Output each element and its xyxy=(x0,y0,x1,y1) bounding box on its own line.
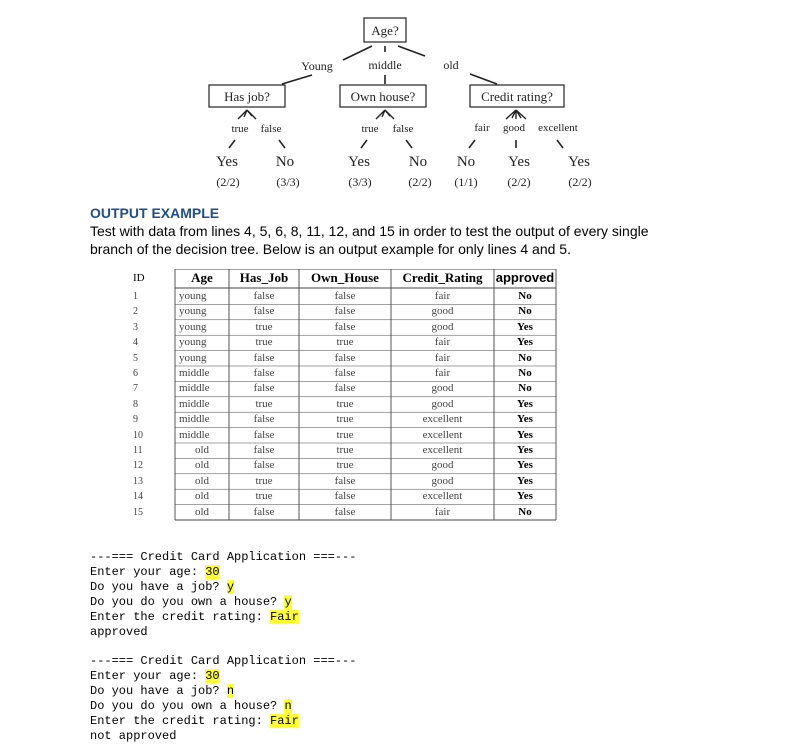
edge-to-job xyxy=(282,75,312,84)
cell-has-job: false xyxy=(253,305,275,318)
cell-has-job: true xyxy=(255,397,273,410)
leaf-label: No xyxy=(456,154,476,170)
cell-has-job: true xyxy=(255,490,273,503)
cell-own-house: false xyxy=(334,505,356,518)
header-credit-rating: Credit_Rating xyxy=(402,270,483,285)
leaf-label: Yes xyxy=(508,154,530,170)
credit-prompt: Enter the credit rating: xyxy=(90,714,271,728)
age-prompt: Enter your age: xyxy=(90,669,206,683)
age-input: 30 xyxy=(205,565,220,579)
cell-credit-rating: good xyxy=(431,459,454,472)
cell-age: middle xyxy=(179,367,210,379)
edge-old-top xyxy=(398,46,425,56)
cell-approved: No xyxy=(518,505,532,518)
leaf-pointer xyxy=(229,140,235,148)
section-heading: OUTPUT EXAMPLE xyxy=(90,205,220,221)
cell-has-job: false xyxy=(253,413,275,426)
cell-own-house: true xyxy=(336,428,354,441)
age-prompt: Enter your age: xyxy=(90,565,206,579)
section-description: Test with data from lines 4, 5, 6, 8, 11, 12, and 15 in order to test the output of every single branch of the decision tree. Below is an output example for only lines 4 and 5. xyxy=(90,223,649,257)
console-output-1 xyxy=(90,550,356,640)
job-split-arrow xyxy=(238,110,256,119)
cell-own-house: true xyxy=(336,413,354,426)
cell-credit-rating: excellent xyxy=(422,428,463,441)
cell-credit-rating: good xyxy=(431,474,454,487)
cell-approved: Yes xyxy=(517,490,533,503)
cell-credit-rating: excellent xyxy=(422,413,463,426)
leaf-count: (2/2) xyxy=(216,175,240,189)
cell-has-job: false xyxy=(253,367,275,379)
age-input: 30 xyxy=(205,669,220,683)
cell-age: old xyxy=(194,459,210,472)
house-split-arrow xyxy=(376,110,394,119)
job-prompt: Do you have a job? xyxy=(90,580,227,594)
credit-excellent-label: excellent xyxy=(538,122,578,134)
cell-has-job: false xyxy=(253,444,275,456)
node-job-label: Has job? xyxy=(224,89,270,104)
leaf-count: (2/2) xyxy=(568,175,592,189)
node-credit-label: Credit rating? xyxy=(481,89,553,104)
cell-credit-rating: fair xyxy=(434,367,451,379)
cell-credit-rating: good xyxy=(431,320,454,333)
cell-credit-rating: fair xyxy=(434,505,451,518)
cell-credit-rating: fair xyxy=(434,336,451,349)
header-age: Age xyxy=(191,270,213,285)
edge-to-credit xyxy=(470,74,497,84)
branch-middle: middle xyxy=(368,58,402,72)
branch-old: old xyxy=(443,58,459,72)
credit-split-arrow xyxy=(506,110,526,119)
header-has-job: Has_Job xyxy=(239,270,289,285)
cell-approved: Yes xyxy=(517,413,533,426)
cell-credit-rating: excellent xyxy=(422,490,463,503)
job-input: y xyxy=(226,580,235,594)
job-prompt: Do you have a job? xyxy=(90,684,227,698)
cell-has-job: false xyxy=(253,459,275,472)
cell-credit-rating: fair xyxy=(434,290,451,302)
cell-id: 5 xyxy=(133,352,138,364)
leaf-count: (1/1) xyxy=(454,175,478,189)
header-own-house: Own_House xyxy=(311,270,379,285)
leaf-label: Yes xyxy=(568,154,590,170)
header-approved: approved xyxy=(495,270,555,285)
credit-input: Fair xyxy=(270,610,299,624)
cell-own-house: false xyxy=(334,474,356,487)
cell-age: middle xyxy=(179,397,210,410)
leaf-pointer xyxy=(557,140,563,148)
cell-age: old xyxy=(194,474,210,487)
leaf-label: No xyxy=(408,154,428,170)
node-house-label: Own house? xyxy=(350,89,416,104)
cell-id: 7 xyxy=(133,383,138,395)
credit-prompt: Enter the credit rating: xyxy=(90,610,271,624)
cell-own-house: true xyxy=(336,397,354,410)
house-input: y xyxy=(284,595,292,609)
cell-approved: No xyxy=(518,305,532,318)
cell-approved: Yes xyxy=(517,336,533,349)
cell-has-job: false xyxy=(253,382,275,395)
leaf-count: (3/3) xyxy=(348,175,372,189)
cell-age: old xyxy=(194,490,210,503)
cell-own-house: false xyxy=(334,351,356,364)
job-true-label: true xyxy=(231,123,249,135)
cell-has-job: true xyxy=(255,336,273,349)
cell-id: 1 xyxy=(133,291,138,302)
cell-has-job: false xyxy=(253,505,275,518)
cell-own-house: false xyxy=(334,367,356,379)
leaf-pointer xyxy=(361,140,367,148)
result-text: approved xyxy=(90,625,148,639)
leaf-count: (2/2) xyxy=(507,175,531,189)
cell-id: 8 xyxy=(133,398,138,410)
cell-age: young xyxy=(179,290,207,302)
cell-approved: No xyxy=(518,351,532,364)
result-text: not approved xyxy=(90,729,177,743)
leaf-label: Yes xyxy=(348,154,370,170)
console-title: ---=== Credit Card Application ===--- xyxy=(90,550,357,564)
house-prompt: Do you do you own a house? xyxy=(90,699,285,713)
leaf-pointer xyxy=(469,140,475,148)
cell-id: 3 xyxy=(133,321,138,333)
header-id: ID xyxy=(133,272,145,284)
cell-approved: No xyxy=(518,290,532,302)
cell-credit-rating: good xyxy=(431,382,454,395)
cell-id: 13 xyxy=(133,475,143,487)
cell-has-job: false xyxy=(253,351,275,364)
house-true-label: true xyxy=(361,123,379,135)
cell-has-job: false xyxy=(253,290,275,302)
cell-approved: Yes xyxy=(517,474,533,487)
cell-id: 2 xyxy=(133,306,138,318)
cell-approved: No xyxy=(518,367,532,379)
cell-id: 14 xyxy=(133,491,143,503)
cell-approved: Yes xyxy=(517,428,533,441)
cell-approved: Yes xyxy=(517,397,533,410)
cell-id: 4 xyxy=(133,337,138,349)
root-node-label: Age? xyxy=(371,23,399,38)
cell-approved: Yes xyxy=(517,444,533,456)
credit-input: Fair xyxy=(270,714,299,728)
leaf-label: No xyxy=(275,154,295,170)
job-false-label: false xyxy=(260,123,282,135)
job-input: n xyxy=(226,684,235,698)
cell-credit-rating: good xyxy=(431,397,454,410)
cell-age: middle xyxy=(179,382,210,395)
cell-own-house: false xyxy=(334,320,356,333)
cell-id: 15 xyxy=(133,506,143,518)
leaf-label: Yes xyxy=(216,154,238,170)
leaf-count: (3/3) xyxy=(276,175,300,189)
cell-age: young xyxy=(179,336,207,349)
cell-own-house: true xyxy=(336,336,354,349)
leaf-pointer xyxy=(279,140,285,148)
cell-id: 11 xyxy=(133,445,143,456)
house-false-label: false xyxy=(392,123,414,135)
house-prompt: Do you do you own a house? xyxy=(90,595,285,609)
cell-has-job: false xyxy=(253,428,275,441)
house-input: n xyxy=(284,699,292,713)
cell-credit-rating: fair xyxy=(434,351,451,364)
cell-has-job: true xyxy=(255,474,273,487)
cell-id: 10 xyxy=(133,429,143,441)
cell-id: 6 xyxy=(133,368,138,379)
cell-own-house: true xyxy=(336,459,354,472)
cell-own-house: false xyxy=(334,382,356,395)
cell-age: young xyxy=(179,351,207,364)
console-output-2 xyxy=(90,654,356,744)
cell-age: middle xyxy=(179,428,210,441)
cell-approved: Yes xyxy=(517,459,533,472)
credit-good-label: good xyxy=(503,122,525,134)
cell-age: middle xyxy=(179,413,210,426)
leaf-pointer xyxy=(406,140,412,148)
cell-age: old xyxy=(194,444,210,456)
cell-own-house: false xyxy=(334,290,356,302)
branch-young: Young xyxy=(301,59,333,73)
cell-own-house: false xyxy=(334,305,356,318)
cell-credit-rating: excellent xyxy=(422,444,463,456)
cell-approved: No xyxy=(518,382,532,395)
cell-own-house: false xyxy=(334,490,356,503)
credit-fair-label: fair xyxy=(474,122,490,134)
cell-id: 12 xyxy=(133,460,143,472)
cell-credit-rating: good xyxy=(431,305,454,318)
cell-age: young xyxy=(179,320,207,333)
cell-approved: Yes xyxy=(517,320,533,333)
cell-id: 9 xyxy=(133,414,138,426)
cell-age: young xyxy=(179,305,207,318)
console-title: ---=== Credit Card Application ===--- xyxy=(90,654,357,668)
decision-tree xyxy=(0,0,785,200)
cell-has-job: true xyxy=(255,320,273,333)
cell-own-house: true xyxy=(336,444,354,456)
leaf-count: (2/2) xyxy=(408,175,432,189)
cell-age: old xyxy=(194,505,210,518)
